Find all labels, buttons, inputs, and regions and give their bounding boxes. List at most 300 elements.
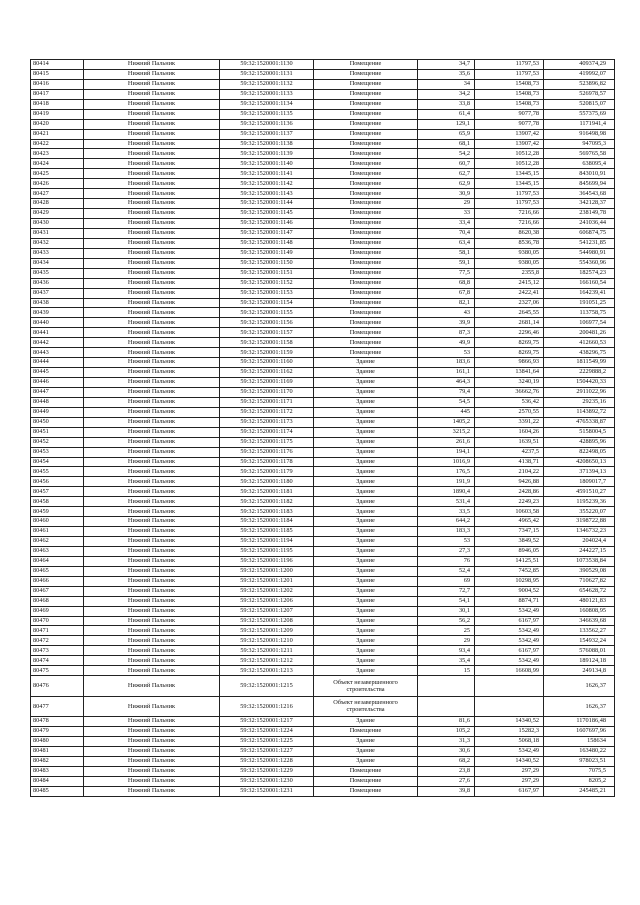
object-type-cell: Помещение [314, 338, 418, 348]
object-type-cell: Здание [314, 546, 418, 556]
cadastral-value-cell: 249134,8 [544, 666, 615, 676]
area-cell: 1016,9 [418, 457, 475, 467]
table-row [31, 497, 615, 507]
settlement-name-cell: Нижний Пальник [84, 378, 220, 388]
settlement-name-cell: Нижний Пальник [84, 387, 220, 397]
settlement-name-cell: Нижний Пальник [84, 238, 220, 248]
cadastral-number-cell: 59:32:1520001:1139 [220, 149, 314, 159]
cadastral-number-cell: 59:32:1520001:1176 [220, 447, 314, 457]
area-cell [418, 696, 475, 717]
row-number-cell: 80443 [31, 348, 84, 358]
table-row [31, 596, 615, 606]
row-number-cell: 80459 [31, 507, 84, 517]
area-cell: 23,8 [418, 766, 475, 776]
cadastral-value-cell: 154932,24 [544, 636, 615, 646]
area-cell: 35,6 [418, 69, 475, 79]
table-row [31, 537, 615, 547]
area-cell: 30,6 [418, 746, 475, 756]
table-body [31, 60, 615, 797]
table-row [31, 467, 615, 477]
row-number-cell: 80429 [31, 209, 84, 219]
table-row [31, 566, 615, 576]
row-number-cell: 80439 [31, 308, 84, 318]
table-row [31, 238, 615, 248]
area-cell: 61,4 [418, 109, 475, 119]
object-type-cell: Помещение [314, 149, 418, 159]
unit-value-cell: 15408,73 [475, 89, 544, 99]
settlement-name-cell: Нижний Пальник [84, 199, 220, 209]
settlement-name-cell: Нижний Пальник [84, 766, 220, 776]
area-cell: 63,4 [418, 238, 475, 248]
cadastral-number-cell: 59:32:1520001:1185 [220, 527, 314, 537]
unit-value-cell [475, 696, 544, 717]
row-number-cell: 80484 [31, 776, 84, 786]
cadastral-number-cell: 59:32:1520001:1140 [220, 159, 314, 169]
unit-value-cell: 3391,22 [475, 417, 544, 427]
row-number-cell: 80426 [31, 179, 84, 189]
table-row [31, 437, 615, 447]
area-cell: 67,8 [418, 288, 475, 298]
cadastral-number-cell: 59:32:1520001:1217 [220, 717, 314, 727]
cadastral-value-cell: 606874,75 [544, 228, 615, 238]
object-type-cell: Помещение [314, 258, 418, 268]
table-row [31, 727, 615, 737]
cadastral-number-cell: 59:32:1520001:1155 [220, 308, 314, 318]
table-row [31, 179, 615, 189]
row-number-cell: 80472 [31, 636, 84, 646]
cadastral-value-cell: 569765,58 [544, 149, 615, 159]
settlement-name-cell: Нижний Пальник [84, 576, 220, 586]
unit-value-cell: 9004,52 [475, 586, 544, 596]
row-number-cell: 80470 [31, 616, 84, 626]
settlement-name-cell: Нижний Пальник [84, 596, 220, 606]
area-cell: 62,9 [418, 179, 475, 189]
unit-value-cell: 5342,49 [475, 746, 544, 756]
table-row [31, 676, 615, 697]
cadastral-number-cell: 59:32:1520001:1211 [220, 646, 314, 656]
area-cell: 183,6 [418, 358, 475, 368]
unit-value-cell: 5342,49 [475, 606, 544, 616]
object-type-cell: Здание [314, 397, 418, 407]
row-number-cell: 80461 [31, 527, 84, 537]
object-type-cell: Здание [314, 646, 418, 656]
row-number-cell: 80455 [31, 467, 84, 477]
cadastral-value-cell: 638095,4 [544, 159, 615, 169]
table-row [31, 447, 615, 457]
table-row [31, 99, 615, 109]
unit-value-cell: 2249,23 [475, 497, 544, 507]
row-number-cell: 80435 [31, 268, 84, 278]
row-number-cell: 80431 [31, 228, 84, 238]
unit-value-cell: 6167,97 [475, 646, 544, 656]
row-number-cell: 80437 [31, 288, 84, 298]
row-number-cell: 80477 [31, 696, 84, 717]
table-row [31, 278, 615, 288]
settlement-name-cell: Нижний Пальник [84, 338, 220, 348]
cadastral-value-cell: 947095,3 [544, 139, 615, 149]
table-row [31, 576, 615, 586]
object-type-cell: Помещение [314, 109, 418, 119]
area-cell: 30,9 [418, 189, 475, 199]
cadastral-number-cell: 59:32:1520001:1146 [220, 219, 314, 229]
cadastral-value-cell: 1504420,33 [544, 378, 615, 388]
object-type-cell: Помещение [314, 129, 418, 139]
settlement-name-cell: Нижний Пальник [84, 278, 220, 288]
cadastral-value-cell: 191051,25 [544, 298, 615, 308]
unit-value-cell: 4237,5 [475, 447, 544, 457]
cadastral-number-cell: 59:32:1520001:1133 [220, 89, 314, 99]
table-row [31, 457, 615, 467]
table-row [31, 717, 615, 727]
area-cell: 34 [418, 79, 475, 89]
object-type-cell: Помещение [314, 348, 418, 358]
cadastral-number-cell: 59:32:1520001:1142 [220, 179, 314, 189]
object-type-cell: Здание [314, 737, 418, 747]
area-cell: 53 [418, 348, 475, 358]
settlement-name-cell: Нижний Пальник [84, 447, 220, 457]
table-row [31, 268, 615, 278]
cadastral-value-cell: 710627,82 [544, 576, 615, 586]
cadastral-value-cell: 355220,07 [544, 507, 615, 517]
row-number-cell: 80451 [31, 427, 84, 437]
object-type-cell: Здание [314, 407, 418, 417]
row-number-cell: 80442 [31, 338, 84, 348]
settlement-name-cell: Нижний Пальник [84, 348, 220, 358]
object-type-cell: Помещение [314, 69, 418, 79]
cadastral-value-cell: 419992,07 [544, 69, 615, 79]
object-type-cell: Помещение [314, 766, 418, 776]
unit-value-cell: 2570,55 [475, 407, 544, 417]
cadastral-value-cell: 3198722,88 [544, 517, 615, 527]
cadastral-value-cell: 2229888,2 [544, 368, 615, 378]
cadastral-value-cell: 845699,94 [544, 179, 615, 189]
table-row [31, 517, 615, 527]
cadastral-value-cell: 163480,22 [544, 746, 615, 756]
object-type-cell: Здание [314, 417, 418, 427]
settlement-name-cell: Нижний Пальник [84, 737, 220, 747]
unit-value-cell: 9380,05 [475, 248, 544, 258]
unit-value-cell: 13445,15 [475, 169, 544, 179]
cadastral-value-cell: 520815,07 [544, 99, 615, 109]
table-row [31, 507, 615, 517]
settlement-name-cell: Нижний Пальник [84, 497, 220, 507]
cadastral-number-cell: 59:32:1520001:1134 [220, 99, 314, 109]
table-row [31, 556, 615, 566]
object-type-cell: Здание [314, 387, 418, 397]
unit-value-cell: 2296,46 [475, 328, 544, 338]
row-number-cell: 80447 [31, 387, 84, 397]
area-cell: 33,8 [418, 99, 475, 109]
object-type-cell: Помещение [314, 786, 418, 796]
cadastral-value-cell: 978023,51 [544, 756, 615, 766]
settlement-name-cell: Нижний Пальник [84, 616, 220, 626]
area-cell: 33 [418, 209, 475, 219]
table-row [31, 258, 615, 268]
cadastral-number-cell: 59:32:1520001:1157 [220, 328, 314, 338]
area-cell: 129,1 [418, 119, 475, 129]
cadastral-number-cell: 59:32:1520001:1180 [220, 477, 314, 487]
settlement-name-cell: Нижний Пальник [84, 328, 220, 338]
settlement-name-cell: Нижний Пальник [84, 417, 220, 427]
unit-value-cell: 1604,26 [475, 427, 544, 437]
area-cell: 76 [418, 556, 475, 566]
object-type-cell: Здание [314, 626, 418, 636]
object-type-cell: Помещение [314, 298, 418, 308]
row-number-cell: 80460 [31, 517, 84, 527]
cadastral-number-cell: 59:32:1520001:1212 [220, 656, 314, 666]
area-cell: 54,2 [418, 149, 475, 159]
row-number-cell: 80456 [31, 477, 84, 487]
unit-value-cell: 15282,3 [475, 727, 544, 737]
cadastral-value-cell: 1811549,99 [544, 358, 615, 368]
object-type-cell: Здание [314, 378, 418, 388]
area-cell: 62,7 [418, 169, 475, 179]
object-type-cell: Здание [314, 358, 418, 368]
cadastral-number-cell: 59:32:1520001:1132 [220, 79, 314, 89]
cadastral-value-cell: 4591510,27 [544, 487, 615, 497]
cadastral-number-cell: 59:32:1520001:1182 [220, 497, 314, 507]
row-number-cell: 80481 [31, 746, 84, 756]
row-number-cell: 80457 [31, 487, 84, 497]
cadastral-number-cell: 59:32:1520001:1216 [220, 696, 314, 717]
unit-value-cell: 7452,85 [475, 566, 544, 576]
object-type-cell: Здание [314, 447, 418, 457]
row-number-cell: 80420 [31, 119, 84, 129]
unit-value-cell: 8536,78 [475, 238, 544, 248]
cadastral-value-cell: 576088,01 [544, 646, 615, 656]
unit-value-cell: 7216,66 [475, 209, 544, 219]
cadastral-value-cell: 523896,82 [544, 79, 615, 89]
row-number-cell: 80478 [31, 717, 84, 727]
table-row [31, 149, 615, 159]
cadastral-number-cell: 59:32:1520001:1152 [220, 278, 314, 288]
cadastral-number-cell: 59:32:1520001:1213 [220, 666, 314, 676]
cadastral-number-cell: 59:32:1520001:1194 [220, 537, 314, 547]
cadastral-number-cell: 59:32:1520001:1131 [220, 69, 314, 79]
row-number-cell: 80421 [31, 129, 84, 139]
unit-value-cell: 15408,73 [475, 79, 544, 89]
row-number-cell: 80452 [31, 437, 84, 447]
object-type-cell: Здание [314, 467, 418, 477]
cadastral-value-cell: 244227,15 [544, 546, 615, 556]
table-row [31, 338, 615, 348]
settlement-name-cell: Нижний Пальник [84, 776, 220, 786]
cadastral-number-cell: 59:32:1520001:1148 [220, 238, 314, 248]
row-number-cell: 80445 [31, 368, 84, 378]
cadastral-value-cell: 241036,44 [544, 219, 615, 229]
table-row [31, 696, 615, 717]
cadastral-value-cell: 342128,37 [544, 199, 615, 209]
cadastral-value-cell: 526978,57 [544, 89, 615, 99]
cadastral-number-cell: 59:32:1520001:1207 [220, 606, 314, 616]
area-cell: 105,2 [418, 727, 475, 737]
row-number-cell: 80475 [31, 666, 84, 676]
cadastral-value-cell: 346639,68 [544, 616, 615, 626]
area-cell: 531,4 [418, 497, 475, 507]
object-type-cell: Помещение [314, 308, 418, 318]
object-type-cell: Помещение [314, 776, 418, 786]
settlement-name-cell: Нижний Пальник [84, 109, 220, 119]
document-page [30, 59, 614, 797]
object-type-cell: Здание [314, 746, 418, 756]
area-cell: 72,7 [418, 586, 475, 596]
object-type-cell: Объект незавершенного строительства [314, 696, 418, 717]
row-number-cell: 80464 [31, 556, 84, 566]
cadastral-number-cell: 59:32:1520001:1138 [220, 139, 314, 149]
object-type-cell: Помещение [314, 248, 418, 258]
row-number-cell: 80422 [31, 139, 84, 149]
cadastral-number-cell: 59:32:1520001:1172 [220, 407, 314, 417]
cadastral-number-cell: 59:32:1520001:1154 [220, 298, 314, 308]
table-row [31, 288, 615, 298]
row-number-cell: 80476 [31, 676, 84, 697]
cadastral-number-cell: 59:32:1520001:1130 [220, 60, 314, 70]
unit-value-cell: 2645,55 [475, 308, 544, 318]
row-number-cell: 80473 [31, 646, 84, 656]
object-type-cell: Здание [314, 636, 418, 646]
object-type-cell: Помещение [314, 318, 418, 328]
unit-value-cell: 9380,05 [475, 258, 544, 268]
unit-value-cell: 8269,75 [475, 348, 544, 358]
settlement-name-cell: Нижний Пальник [84, 477, 220, 487]
cadastral-number-cell: 59:32:1520001:1210 [220, 636, 314, 646]
settlement-name-cell: Нижний Пальник [84, 149, 220, 159]
area-cell: 93,4 [418, 646, 475, 656]
settlement-name-cell: Нижний Пальник [84, 358, 220, 368]
settlement-name-cell: Нижний Пальник [84, 308, 220, 318]
area-cell: 161,1 [418, 368, 475, 378]
unit-value-cell: 5342,49 [475, 656, 544, 666]
settlement-name-cell: Нижний Пальник [84, 209, 220, 219]
settlement-name-cell: Нижний Пальник [84, 298, 220, 308]
area-cell: 68,1 [418, 139, 475, 149]
unit-value-cell: 8874,71 [475, 596, 544, 606]
row-number-cell: 80433 [31, 248, 84, 258]
table-row [31, 199, 615, 209]
settlement-name-cell: Нижний Пальник [84, 397, 220, 407]
unit-value-cell: 8620,38 [475, 228, 544, 238]
cadastral-number-cell: 59:32:1520001:1224 [220, 727, 314, 737]
row-number-cell: 80436 [31, 278, 84, 288]
cadastral-number-cell: 59:32:1520001:1228 [220, 756, 314, 766]
cadastral-value-cell: 29235,16 [544, 397, 615, 407]
cadastral-number-cell: 59:32:1520001:1147 [220, 228, 314, 238]
table-row [31, 79, 615, 89]
object-type-cell: Помещение [314, 228, 418, 238]
row-number-cell: 80468 [31, 596, 84, 606]
object-type-cell: Здание [314, 556, 418, 566]
settlement-name-cell: Нижний Пальник [84, 318, 220, 328]
settlement-name-cell: Нижний Пальник [84, 248, 220, 258]
table-row [31, 636, 615, 646]
row-number-cell: 80428 [31, 199, 84, 209]
cadastral-number-cell: 59:32:1520001:1206 [220, 596, 314, 606]
table-row [31, 666, 615, 676]
object-type-cell: Здание [314, 457, 418, 467]
settlement-name-cell: Нижний Пальник [84, 219, 220, 229]
area-cell: 79,4 [418, 387, 475, 397]
cadastral-value-cell: 480121,83 [544, 596, 615, 606]
cadastral-value-cell: 245485,21 [544, 786, 615, 796]
object-type-cell: Здание [314, 537, 418, 547]
cadastral-value-cell: 8205,2 [544, 776, 615, 786]
area-cell: 3215,2 [418, 427, 475, 437]
object-type-cell: Здание [314, 756, 418, 766]
area-cell: 1890,4 [418, 487, 475, 497]
area-cell: 68,8 [418, 278, 475, 288]
settlement-name-cell: Нижний Пальник [84, 676, 220, 697]
table-row [31, 766, 615, 776]
unit-value-cell: 11797,53 [475, 69, 544, 79]
object-type-cell: Помещение [314, 727, 418, 737]
cadastral-value-cell: 1809017,7 [544, 477, 615, 487]
area-cell: 34,2 [418, 89, 475, 99]
table-row [31, 646, 615, 656]
row-number-cell: 80430 [31, 219, 84, 229]
cadastral-number-cell: 59:32:1520001:1162 [220, 368, 314, 378]
cadastral-value-cell: 4208650,13 [544, 457, 615, 467]
cadastral-value-cell: 654628,72 [544, 586, 615, 596]
unit-value-cell: 10298,95 [475, 576, 544, 586]
unit-value-cell: 2681,14 [475, 318, 544, 328]
cadastral-number-cell: 59:32:1520001:1201 [220, 576, 314, 586]
settlement-name-cell: Нижний Пальник [84, 129, 220, 139]
unit-value-cell: 15408,73 [475, 99, 544, 109]
cadastral-number-cell: 59:32:1520001:1160 [220, 358, 314, 368]
area-cell [418, 676, 475, 697]
object-type-cell: Помещение [314, 268, 418, 278]
area-cell: 53 [418, 537, 475, 547]
area-cell: 27,6 [418, 776, 475, 786]
table-row [31, 169, 615, 179]
settlement-name-cell: Нижний Пальник [84, 179, 220, 189]
cadastral-value-cell: 2911022,96 [544, 387, 615, 397]
unit-value-cell: 9866,93 [475, 358, 544, 368]
cadastral-value-cell: 557375,69 [544, 109, 615, 119]
unit-value-cell: 10512,28 [475, 159, 544, 169]
area-cell: 445 [418, 407, 475, 417]
object-type-cell: Здание [314, 497, 418, 507]
table-row [31, 737, 615, 747]
row-number-cell: 80427 [31, 189, 84, 199]
cadastral-value-cell: 1626,37 [544, 676, 615, 697]
object-type-cell: Здание [314, 596, 418, 606]
table-row [31, 348, 615, 358]
cadastral-value-cell: 364543,68 [544, 189, 615, 199]
unit-value-cell: 9426,88 [475, 477, 544, 487]
unit-value-cell: 10512,28 [475, 149, 544, 159]
settlement-name-cell: Нижний Пальник [84, 606, 220, 616]
cadastral-number-cell: 59:32:1520001:1200 [220, 566, 314, 576]
row-number-cell: 80444 [31, 358, 84, 368]
settlement-name-cell: Нижний Пальник [84, 727, 220, 737]
table-row [31, 527, 615, 537]
unit-value-cell: 11797,53 [475, 199, 544, 209]
cadastral-value-cell: 4765338,87 [544, 417, 615, 427]
row-number-cell: 80465 [31, 566, 84, 576]
object-type-cell: Помещение [314, 169, 418, 179]
unit-value-cell: 8946,05 [475, 546, 544, 556]
area-cell: 183,3 [418, 527, 475, 537]
table-row [31, 546, 615, 556]
settlement-name-cell: Нижний Пальник [84, 119, 220, 129]
unit-value-cell: 8269,75 [475, 338, 544, 348]
row-number-cell: 80453 [31, 447, 84, 457]
cadastral-value-cell: 916498,98 [544, 129, 615, 139]
object-type-cell: Помещение [314, 89, 418, 99]
settlement-name-cell: Нижний Пальник [84, 427, 220, 437]
settlement-name-cell: Нижний Пальник [84, 407, 220, 417]
